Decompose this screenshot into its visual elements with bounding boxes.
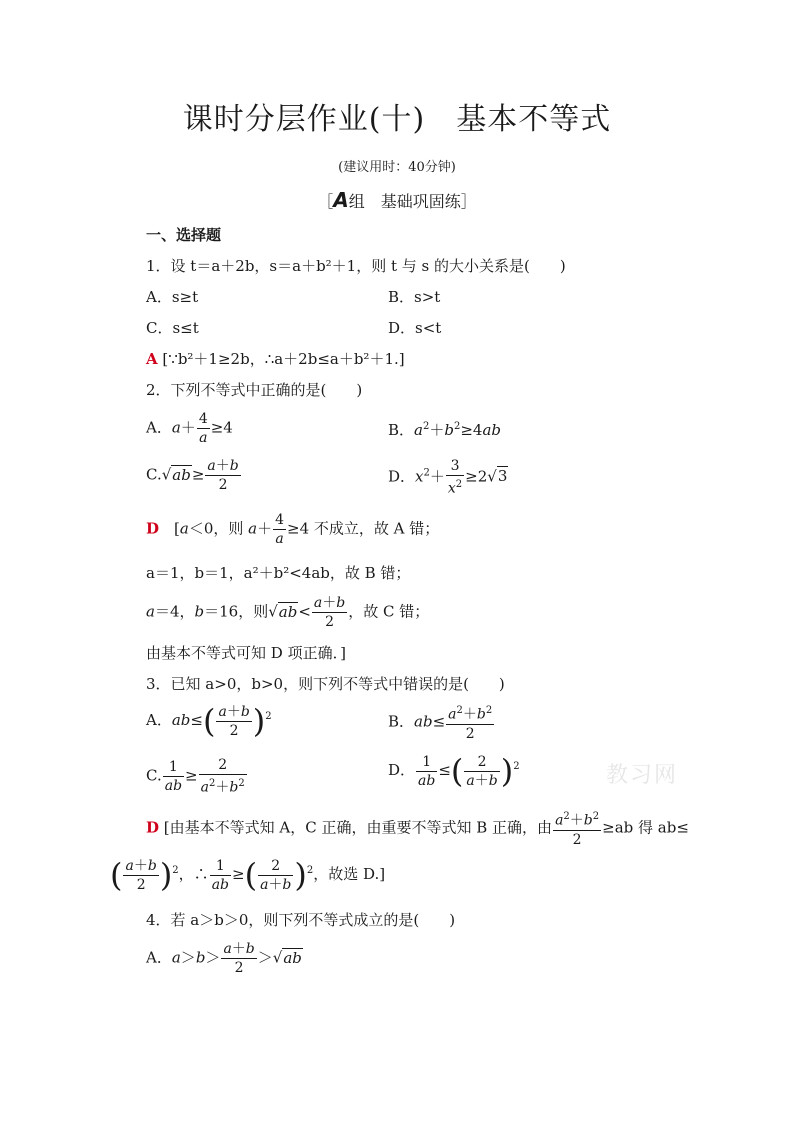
q3-explanation-1: D [由基本不等式知 A，C 正确，由重要不等式知 B 正确，由 $\frac{a^2+b^2}{2}$ ≥ab 得 ab≤ (146, 808, 689, 849)
q2-explanation-d: 由基本不等式可知 D 项正确．] (146, 644, 346, 662)
q1-answer: A (146, 350, 158, 368)
group-heading (0, 188, 794, 212)
q3-explanation-2: ( $\frac{a+b}{2}$ )$^2$，∴ $\frac{1}{ab}$ ≥( $\frac{2}{a+b}$ )$^2$，故选 D.] (110, 856, 386, 894)
group-label: 组 基础巩固练 (348, 192, 461, 211)
page-title: 课时分层作业(十) 基本不等式 (182, 102, 612, 137)
q2-option-b: B．$a^2+b^2\ge 4ab$ (388, 421, 502, 439)
q1-option-d: D．s<t (388, 319, 442, 337)
watermark-text: 教习网 (606, 763, 679, 788)
section-heading: 一、选择题 (146, 226, 222, 244)
group-badge-a: A (333, 188, 349, 212)
q2-answer: D (146, 519, 160, 538)
q2-explanation-c: a＝4，b＝16，则√ab< $\frac{a+b}{2}$ ，故 C 错； (146, 595, 430, 630)
q3-option-a: A．ab≤( $\frac{a+b}{2}$ )$^2$ (146, 702, 272, 740)
q3-expl-text-2: ≥ab 得 ab≤ (602, 818, 689, 837)
question-3-stem: 3．已知 a>0，b>0，则下列不等式中错误的是( ) (146, 675, 505, 693)
q3-option-d: D． $\frac{1}{ab}$ ≤( $\frac{2}{a+b}$ )$^2$ (388, 752, 520, 790)
bracket-close: ］ (460, 192, 477, 211)
q1-option-a: A．s≥t (146, 288, 199, 306)
q3-option-b: B．ab≤ $\frac{a^2+b^2}{2}$ (388, 702, 495, 743)
q4-option-a: A．a＞b＞ $\frac{a+b}{2}$ ＞√ab (146, 941, 302, 976)
q1-option-b: B．s>t (388, 288, 441, 306)
q1-option-c: C．s≤t (146, 319, 199, 337)
q3-option-c: C. $\frac{1}{ab}$ ≥ $\frac{2}{a^2+b^2}$ (146, 757, 245, 796)
q2-explanation-a: D [a＜0，则 a＋ $\frac{4}{a}$ ≥4 不成立，故 A 错； (146, 512, 440, 547)
q1-answer-line (146, 348, 405, 369)
q2-option-c: C.√ab≥ $\frac{a+b}{2}$ (146, 458, 239, 493)
q1-explanation: [∵b²＋1≥2b，∴a＋2b≤a＋b²＋1.] (162, 350, 405, 368)
question-4-stem: 4．若 a＞b＞0，则下列不等式成立的是( ) (146, 911, 456, 929)
q3-answer: D (146, 818, 160, 837)
question-2-stem: 2．下列不等式中正确的是( ) (146, 381, 363, 399)
time-hint: (建议用时：40分钟) (338, 160, 456, 175)
bracket-open: ［ (317, 192, 334, 211)
q2-explanation-b: a＝1，b＝1，a²＋b²<4ab，故 B 错； (146, 564, 411, 582)
q2-option-d: D．$x^2+$ $\frac{3}{x^2}$ ≥2√3 (388, 458, 508, 497)
question-1-stem: 1．设 t＝a＋2b，s＝a＋b²＋1，则 t 与 s 的大小关系是( ) (146, 257, 566, 275)
q3-expl-text-3: ，故选 D.] (313, 865, 386, 883)
q2-option-a: A．a＋ $\frac{4}{a}$ ≥4 (146, 411, 233, 446)
q3-expl-text-1: [由基本不等式知 A，C 正确，由重要不等式知 B 正确，由 (163, 818, 553, 837)
